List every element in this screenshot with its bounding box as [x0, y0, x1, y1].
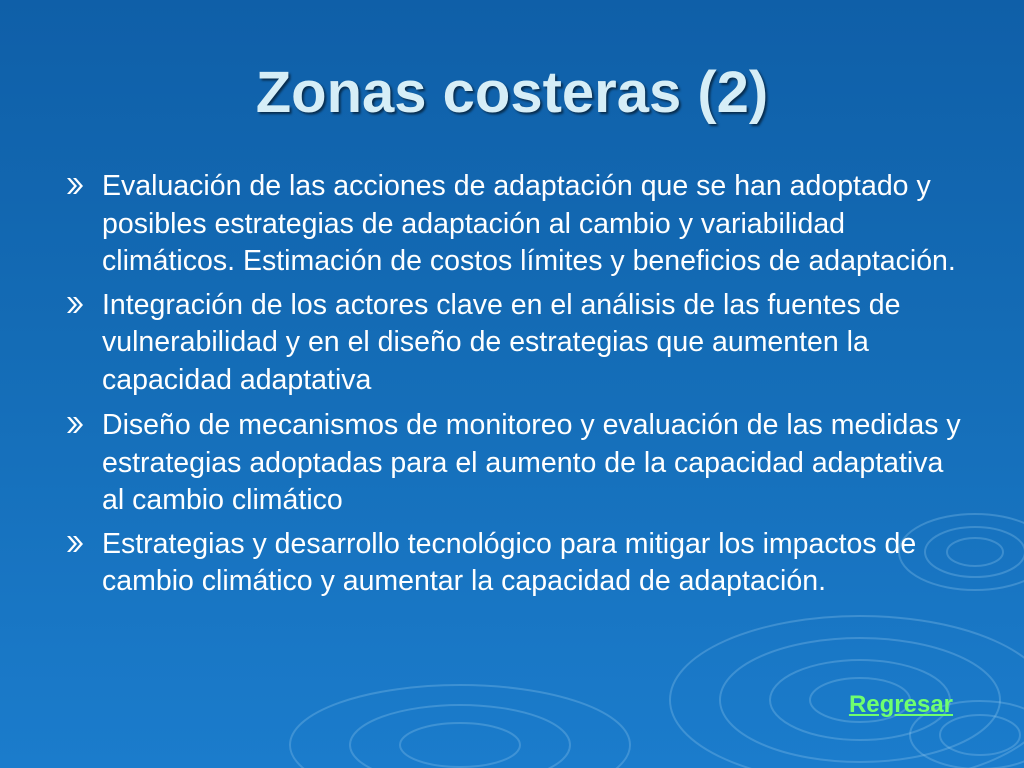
chevron-right-icon — [62, 413, 86, 437]
chevron-right-icon — [62, 532, 86, 556]
chevron-right-icon — [62, 174, 86, 198]
bullet-item — [62, 407, 962, 520]
bullet-text: Estrategias y desarrollo tecnológico para mitigar los impactos de cambio climático y aumentar la capacidad de adaptación. — [102, 527, 917, 597]
bullet-text: Evaluación de las acciones de adaptación que se han adoptado y posibles estrategias de adaptación al cambio y variabilidad climáticos. Estimación de costos límites y beneficios de adaptación. — [102, 170, 956, 277]
bullet-item — [62, 168, 962, 281]
bullet-text: Integración de los actores clave en el análisis de las fuentes de vulnerabilidad y en el diseño de estrategias que aumenten la capacidad adaptativa — [102, 288, 901, 396]
back-link[interactable]: Regresar — [848, 691, 953, 718]
bullet-text: Diseño de mecanismos de monitoreo y evaluación de las medidas y estrategias adoptadas para el aumento de la capacidad adaptativa al cambio climático — [102, 409, 961, 516]
bullet-item — [62, 526, 962, 601]
slide-title: Zonas costeras (2) — [255, 60, 769, 125]
bullet-list — [62, 168, 962, 605]
chevron-right-icon — [62, 293, 86, 317]
bullet-item — [62, 287, 962, 400]
